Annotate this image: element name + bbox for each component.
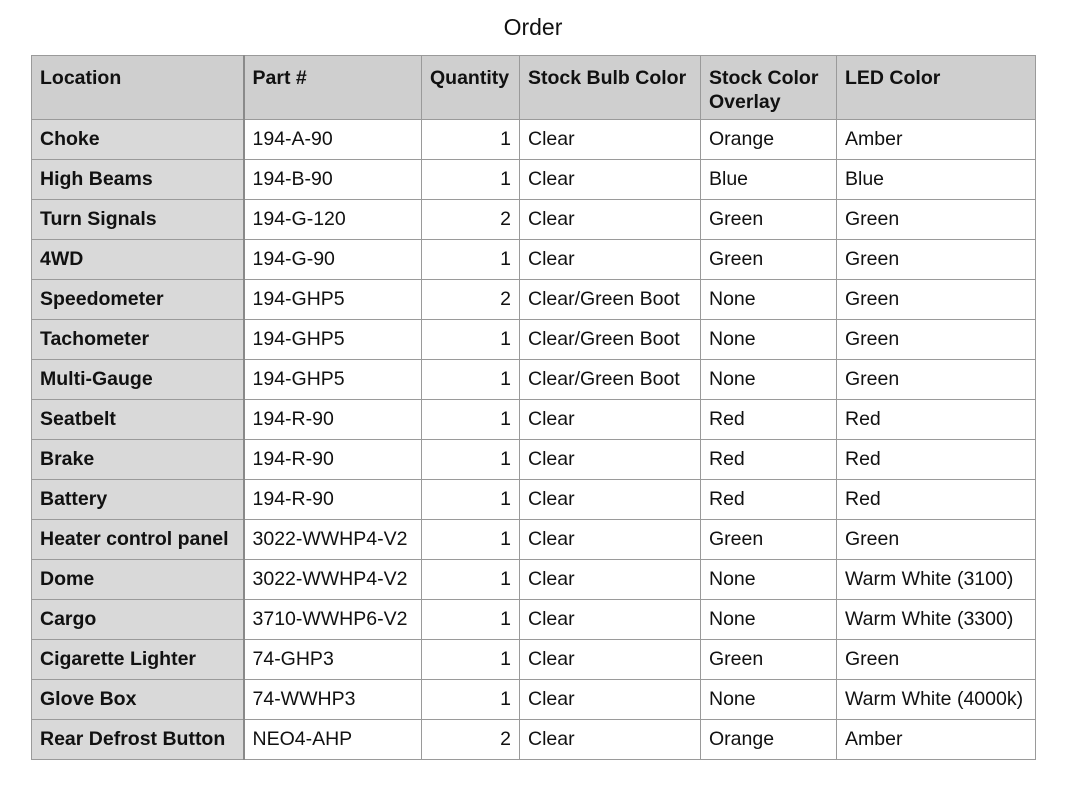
table-row [32,120,1036,160]
cell-part-number: 3022-WWHP4-V2 [244,560,422,600]
table-row [32,160,1036,200]
cell-led-color: Warm White (3100) [837,560,1036,600]
cell-part-number: 3710-WWHP6-V2 [244,600,422,640]
cell-part-number: 194-G-90 [244,240,422,280]
cell-stock-color-overlay: Green [701,640,837,680]
header-led-color: LED Color [837,56,1036,120]
cell-stock-color-overlay: None [701,680,837,720]
cell-location: Multi-Gauge [32,360,244,400]
cell-stock-bulb-color: Clear [520,440,701,480]
cell-stock-color-overlay: Red [701,480,837,520]
header-part-number: Part # [244,56,422,120]
cell-part-number: 194-G-120 [244,200,422,240]
cell-stock-bulb-color: Clear [520,680,701,720]
table-row [32,320,1036,360]
order-table [31,55,1036,760]
cell-quantity: 1 [422,600,520,640]
cell-location: High Beams [32,160,244,200]
cell-quantity: 2 [422,200,520,240]
cell-quantity: 1 [422,240,520,280]
cell-location: Dome [32,560,244,600]
cell-quantity: 1 [422,120,520,160]
cell-stock-color-overlay: None [701,360,837,400]
cell-quantity: 1 [422,480,520,520]
cell-part-number: 194-R-90 [244,440,422,480]
cell-led-color: Blue [837,160,1036,200]
table-row [32,520,1036,560]
table-row [32,600,1036,640]
table-row [32,360,1036,400]
cell-location: Cigarette Lighter [32,640,244,680]
cell-stock-color-overlay: Red [701,400,837,440]
cell-location: Battery [32,480,244,520]
cell-part-number: 74-GHP3 [244,640,422,680]
cell-quantity: 1 [422,440,520,480]
cell-part-number: 194-B-90 [244,160,422,200]
cell-stock-color-overlay: None [701,280,837,320]
table-row [32,400,1036,440]
table-row [32,280,1036,320]
cell-location: Brake [32,440,244,480]
cell-location: Turn Signals [32,200,244,240]
header-stock-color-overlay: Stock Color Overlay [701,56,837,120]
cell-led-color: Green [837,240,1036,280]
cell-stock-bulb-color: Clear/Green Boot [520,320,701,360]
cell-stock-color-overlay: Blue [701,160,837,200]
cell-led-color: Warm White (4000k) [837,680,1036,720]
cell-quantity: 1 [422,320,520,360]
cell-stock-bulb-color: Clear [520,640,701,680]
cell-stock-bulb-color: Clear [520,200,701,240]
cell-part-number: 194-R-90 [244,480,422,520]
table-row [32,200,1036,240]
cell-quantity: 1 [422,400,520,440]
cell-part-number: NEO4-AHP [244,720,422,760]
table-row [32,560,1036,600]
cell-quantity: 1 [422,680,520,720]
cell-led-color: Green [837,360,1036,400]
cell-part-number: 74-WWHP3 [244,680,422,720]
cell-stock-color-overlay: Orange [701,720,837,760]
cell-led-color: Red [837,400,1036,440]
cell-stock-bulb-color: Clear [520,400,701,440]
cell-led-color: Green [837,640,1036,680]
cell-location: Cargo [32,600,244,640]
table-row [32,720,1036,760]
cell-part-number: 194-A-90 [244,120,422,160]
cell-quantity: 1 [422,160,520,200]
cell-location: Choke [32,120,244,160]
cell-stock-bulb-color: Clear [520,520,701,560]
table-row [32,240,1036,280]
cell-led-color: Green [837,280,1036,320]
cell-stock-bulb-color: Clear [520,160,701,200]
cell-quantity: 1 [422,640,520,680]
cell-led-color: Amber [837,120,1036,160]
table-body [32,120,1036,760]
cell-part-number: 194-R-90 [244,400,422,440]
cell-led-color: Red [837,480,1036,520]
table-row [32,640,1036,680]
cell-stock-bulb-color: Clear/Green Boot [520,280,701,320]
cell-stock-bulb-color: Clear [520,120,701,160]
table-row [32,480,1036,520]
cell-part-number: 194-GHP5 [244,280,422,320]
cell-location: Rear Defrost Button [32,720,244,760]
cell-location: Glove Box [32,680,244,720]
cell-led-color: Green [837,200,1036,240]
cell-stock-color-overlay: Red [701,440,837,480]
cell-location: 4WD [32,240,244,280]
cell-stock-bulb-color: Clear/Green Boot [520,360,701,400]
cell-quantity: 2 [422,280,520,320]
cell-stock-color-overlay: Green [701,520,837,560]
cell-part-number: 194-GHP5 [244,360,422,400]
cell-stock-bulb-color: Clear [520,560,701,600]
cell-part-number: 194-GHP5 [244,320,422,360]
cell-led-color: Warm White (3300) [837,600,1036,640]
cell-stock-color-overlay: Green [701,240,837,280]
cell-stock-bulb-color: Clear [520,240,701,280]
cell-led-color: Amber [837,720,1036,760]
header-quantity: Quantity [422,56,520,120]
cell-quantity: 1 [422,560,520,600]
cell-stock-color-overlay: Green [701,200,837,240]
cell-quantity: 1 [422,520,520,560]
table-row [32,440,1036,480]
cell-led-color: Red [837,440,1036,480]
cell-led-color: Green [837,520,1036,560]
cell-led-color: Green [837,320,1036,360]
cell-quantity: 2 [422,720,520,760]
cell-location: Speedometer [32,280,244,320]
cell-stock-color-overlay: Orange [701,120,837,160]
page-title: Order [503,14,563,40]
cell-stock-bulb-color: Clear [520,720,701,760]
cell-stock-color-overlay: None [701,600,837,640]
table-row [32,680,1036,720]
cell-stock-bulb-color: Clear [520,480,701,520]
table-header-row [32,56,1036,120]
header-stock-bulb-color: Stock Bulb Color [520,56,701,120]
header-location: Location [32,56,244,120]
cell-part-number: 3022-WWHP4-V2 [244,520,422,560]
cell-stock-bulb-color: Clear [520,600,701,640]
cell-location: Heater control panel [32,520,244,560]
cell-location: Tachometer [32,320,244,360]
cell-stock-color-overlay: None [701,320,837,360]
cell-location: Seatbelt [32,400,244,440]
cell-stock-color-overlay: None [701,560,837,600]
cell-quantity: 1 [422,360,520,400]
